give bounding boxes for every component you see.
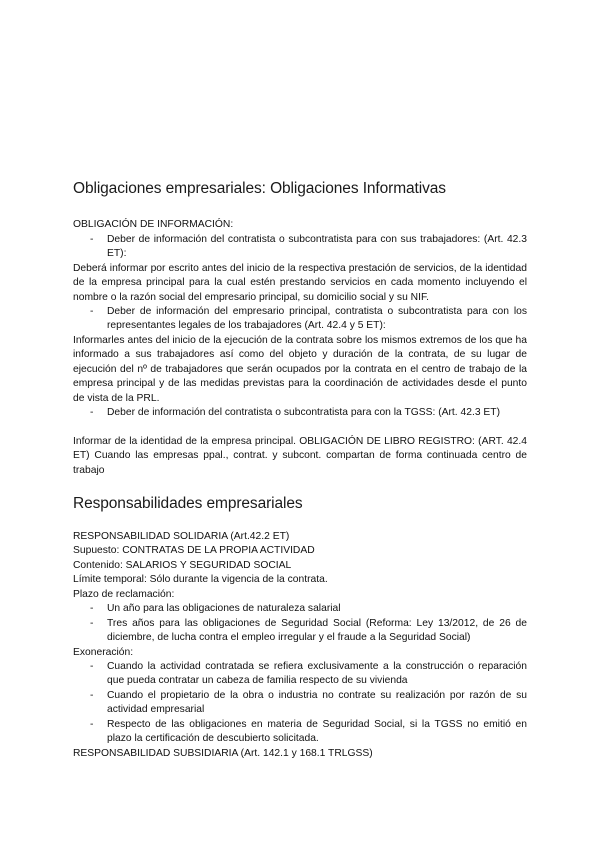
bullet-text: Cuando la actividad contratada se refiera exclusivamente a la construcción o reparación que pueda contratar un cabeza de familia respecto de su vivienda [107, 661, 527, 687]
bullet-text: Deber de información del contratista o subcontratista para con sus trabajadores: (Art. 42.3 ET): [107, 234, 527, 260]
text-line: RESPONSABILIDAD SOLIDARIA (Art.42.2 ET) [73, 531, 290, 542]
bullet-text: Un año para las obligaciones de naturaleza salarial [107, 603, 341, 614]
bullet-dash: - [90, 719, 94, 730]
bullet-dash: - [90, 618, 94, 629]
text-line: RESPONSABILIDAD SUBSIDIARIA (Art. 142.1 y 168.1 TRLGSS) [73, 748, 373, 759]
bullet-item [73, 406, 527, 420]
bullet-dash: - [90, 234, 94, 245]
bullet-item [73, 660, 527, 689]
heading-obligacion-informacion: OBLIGACIÓN DE INFORMACIÓN: [73, 219, 234, 230]
bullet-text: Respecto de las obligaciones en materia de Seguridad Social, si la TGSS no emitió en plazo la certificación de descubierto solicitada. [107, 719, 527, 745]
bullet-item [73, 305, 527, 334]
bullet-text: Cuando el propietario de la obra o industria no contrate su realización por razón de su actividad empresarial [107, 690, 527, 716]
bullet-item [73, 689, 527, 718]
section-title-obligaciones: Obligaciones empresariales: Obligaciones Informativas [73, 180, 446, 197]
text-line: Supuesto: CONTRATAS DE LA PROPIA ACTIVIDAD [73, 545, 315, 556]
text-line: Plazo de reclamación: [73, 589, 175, 600]
bullet-item [73, 233, 527, 262]
bullet-dash: - [90, 306, 94, 317]
text-line: Exoneración: [73, 647, 134, 658]
bullet-text: Deber de información del empresario principal, contratista o subcontratista para con los representantes legales de los trabajadores (Art. 42.4 y 5 ET): [107, 306, 527, 332]
bullet-dash: - [90, 661, 94, 672]
bullet-item [73, 718, 527, 747]
paragraph: Informar de la identidad de la empresa principal. OBLIGACIÓN DE LIBRO REGISTRO: (ART. 42.4 ET) Cuando las empresas ppal., contrat. y subcont. compartan de forma continuada centro de trabajo [73, 436, 527, 476]
text-line: Límite temporal: Sólo durante la vigencia de la contrata. [73, 574, 328, 585]
bullet-text: Tres años para las obligaciones de Seguridad Social (Reforma: Ley 13/2012, de 26 de diciembre, de lucha contra el empleo irregular y el fraude a la Seguridad Social) [107, 618, 527, 644]
paragraph: Deberá informar por escrito antes del inicio de la respectiva prestación de servicios, de la identidad de la empresa principal para la cual estén prestando servicios en cada momento incluyendo el nombre o la razón social del empresario principal, su domicilio social y su NIF. [73, 263, 527, 303]
bullet-dash: - [90, 407, 94, 418]
paragraph: Informarles antes del inicio de la ejecución de la contrata sobre los mismos extremos de los que ha informado a sus trabajadores así como del objeto y duración de la contrata, de su lugar de ejecución del nº de trabajadores que serán ocupados por la contrata en el centro de trabajo de la empresa principal y de las medidas previstas para la coordinación de actividades desde el punto de vista de la PRL. [73, 335, 527, 404]
text-line: Contenido: SALARIOS Y SEGURIDAD SOCIAL [73, 560, 292, 571]
bullet-text: Deber de información del contratista o subcontratista para con la TGSS: (Art. 42.3 ET) [107, 407, 500, 418]
section-title-responsabilidades: Responsabilidades empresariales [73, 495, 303, 512]
bullet-item [73, 617, 527, 646]
bullet-dash: - [90, 690, 94, 701]
bullet-dash: - [90, 603, 94, 614]
bullet-item [73, 602, 527, 616]
